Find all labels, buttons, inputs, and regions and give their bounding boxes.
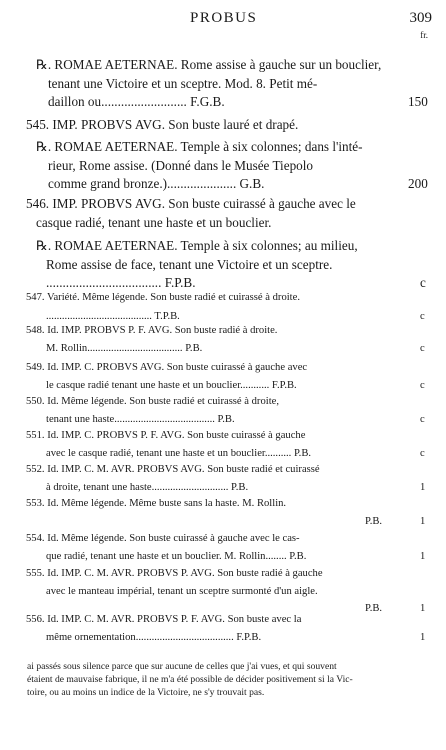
- entry-line: daillon ou.......................... F.G.B.: [48, 94, 225, 109]
- footnote-line: étaient de mauvaise fabrique, il ne m'a été possible de décider positivement si la Vic-: [27, 674, 353, 685]
- entry-line: ................................... F.P.B.: [46, 275, 196, 290]
- entry-line: 549. Id. IMP. C. PROBVS AVG. Son buste cuirassé à gauche avec: [26, 362, 308, 373]
- entry-line: Rome assise de face, tenant une Victoire et un sceptre.: [46, 256, 333, 272]
- entry-line: P.B.: [365, 603, 383, 614]
- page-title: PROBUS: [190, 10, 258, 26]
- entry-line: 553. Id. Même légende. Même buste sans la haste. M. Rollin.: [26, 498, 287, 509]
- entry-line: 550. Id. Même légende. Son buste radié et cuirassé à droite,: [26, 396, 279, 407]
- entry-line: ℞. ROMAE AETERNAE. Temple à six colonnes; au milieu,: [36, 238, 358, 253]
- entry-line: ........................................ T.P.B.: [46, 310, 180, 322]
- entry-line: avec le casque radié, tenant une haste et un bouclier.......... P.B.: [46, 447, 312, 459]
- footnote-line: toire, ou au moins un indice de la Victoire, ne s'y trouvait pas.: [27, 687, 265, 698]
- entry-line: 551. Id. IMP. C. PROBVS P. F. AVG. Son buste cuirassé à gauche: [26, 430, 306, 441]
- rarity-price: c: [420, 342, 425, 354]
- entry-line: 548. Id. IMP. PROBVS P. F. AVG. Son buste radié à droite.: [26, 325, 278, 336]
- rarity-price: c: [420, 447, 425, 459]
- entry-line: 556. Id. IMP. C. M. AVR. PROBVS P. F. AVG. Son buste avec la: [26, 614, 302, 625]
- entry-line: casque radié, tenant une haste et un bouclier.: [36, 214, 272, 230]
- entry-line: tenant une Victoire et un sceptre. Mod. 8. Petit mé-: [48, 75, 318, 91]
- entry-line: avec le manteau impérial, tenant un sceptre surmonté d'un aigle.: [46, 585, 318, 597]
- entry-line: ℞. ROMAE AETERNAE. Rome assise à gauche sur un bouclier,: [36, 57, 382, 72]
- entry-line: 554. Id. Même légende. Son buste cuirassé à gauche avec le cas-: [26, 533, 300, 544]
- footnote-line: ai passés sous silence parce que sur aucune de celles que j'ai vues, et qui souvent: [27, 661, 337, 672]
- rarity-price: 1: [420, 481, 426, 493]
- entry-line: 547. Variété. Même légende. Son buste radié et cuirassé à droite.: [26, 292, 300, 303]
- rarity-price: 1: [420, 515, 426, 527]
- page-header: [0, 10, 446, 40]
- entry-line: à droite, tenant une haste............................. P.B.: [46, 481, 249, 493]
- entry-line: même ornementation..................................... F.P.B.: [46, 631, 262, 643]
- rarity-price: 1: [420, 603, 426, 614]
- entry-line: comme grand bronze.)..................... G.B.: [48, 176, 265, 191]
- rarity-price: 1: [420, 631, 426, 643]
- footnote: [27, 660, 427, 699]
- rarity-price: c: [420, 379, 425, 391]
- entry-line: 545. IMP. PROBVS AVG. Son buste lauré et drapé.: [26, 117, 299, 132]
- rarity-price: 1: [420, 550, 426, 562]
- entry-line: que radié, tenant une haste et un bouclier. M. Rollin........ P.B.: [46, 550, 307, 562]
- entry-line: tenant une haste...................................... P.B.: [46, 413, 235, 425]
- entry-line: P.B.: [365, 515, 383, 527]
- rarity-price: 150: [408, 94, 428, 109]
- entry-line: 552. Id. IMP. C. M. AVR. PROBVS AVG. Son buste radié et cuirassé: [26, 464, 320, 475]
- rarity-price: c: [420, 413, 425, 425]
- rarity-price: 200: [408, 176, 428, 191]
- price-unit: fr.: [420, 30, 428, 40]
- entry-line: le casque radié tenant une haste et un bouclier........... F.P.B.: [46, 379, 297, 391]
- entry-line: 546. IMP. PROBVS AVG. Son buste cuirassé à gauche avec le: [26, 196, 356, 211]
- rarity-price: c: [420, 310, 425, 322]
- entry-line: 555. Id. IMP. C. M. AVR. PROBVS P. AVG. Son buste radié à gauche: [26, 568, 323, 579]
- page-number: 309: [409, 10, 432, 26]
- entry-line: M. Rollin.................................... P.B.: [46, 342, 203, 354]
- entry-line: rieur, Rome assise. (Donné dans le Musée Tiepolo: [48, 157, 314, 173]
- rarity-price: c: [420, 275, 426, 290]
- entry-line: ℞. ROMAE AETERNAE. Temple à six colonnes; dans l'inté-: [36, 139, 363, 154]
